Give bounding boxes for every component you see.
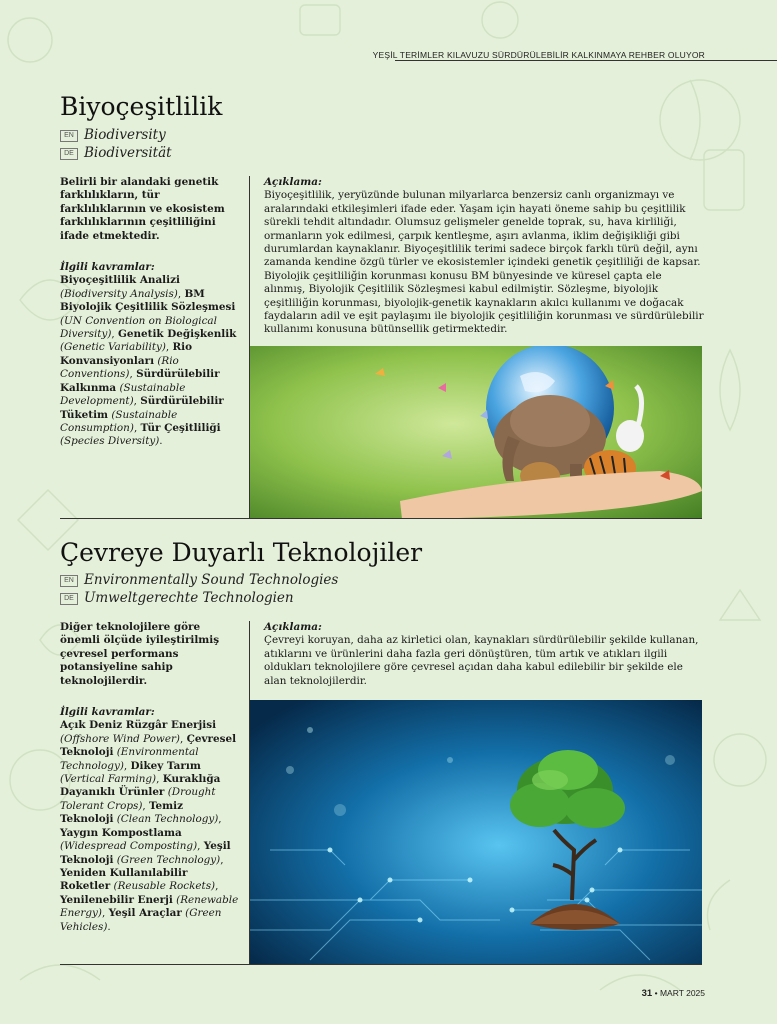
related-list: Biyoçeşitlilik Analizi (Biodiversity Analysis), BM Biyolojik Çeşitlilik Sözleşmesi (UN Convention on Biological Diversity), Genetik Değişkenlik (Genetic Variability), Rio Konvansiyonları (Rio Conventions), Sürdürülebilir Kalkınma (Sustainable Development), Sürdürülebilir Tüketim (Sustainable Consumption), Tür Çeşitliliği (Species Diversity).: [60, 274, 237, 448]
related-term: Yaygın Kompostlama: [60, 826, 182, 839]
explanation-text: Çevreyi koruyan, daha az kirletici olan, kaynakları sürdürülebilir şekilde kullanan, atıklarını ve ürünlerini daha fazla geri dönüştüren, tüm artık ve atıkları ilgili oldukları teknolojilere göre çevresel açıdan daha kabul edilebilir bir şekilde ele alan teknolojilerdir.: [264, 634, 699, 687]
issue-date: MART 2025: [659, 988, 705, 998]
related-term: Yeşil Teknoloji: [60, 840, 231, 866]
related-term: Dikey Tarım: [130, 759, 201, 772]
related-term-english: (Species Diversity): [60, 435, 160, 448]
footer-separator: •: [654, 988, 658, 998]
related-term: Sürdürülebilir Tüketim: [60, 395, 224, 421]
section-rule: [60, 518, 702, 519]
translation-en: [60, 127, 166, 143]
en-term: Biodiversity: [84, 127, 166, 143]
section-title-biodiversity: Biyoçeşitlilik: [60, 92, 223, 121]
related-term-english: (Green Vehicles): [60, 907, 222, 933]
de-term: Umweltgerechte Technologien: [84, 590, 294, 606]
definition: Belirli bir alandaki genetik farklılıkların, tür farklılıklarının ve ekosistem farklılıklarının çeşitliliğini ifade etmektedir.: [60, 176, 225, 242]
related-term: Genetik Değişkenlik: [118, 328, 237, 341]
related-term: Rio Konvansiyonları: [60, 341, 193, 367]
page-number: 31: [641, 988, 653, 999]
translation-de: [60, 145, 172, 161]
explanation-label: Açıklama:: [264, 621, 322, 633]
related-term: Açık Deniz Rüzgâr Enerjisi: [60, 719, 217, 732]
related-term: Tür Çeşitliliği: [140, 421, 221, 434]
left-column-1: [60, 176, 240, 449]
related-term: Temiz Teknoloji: [60, 799, 184, 826]
related-term-english: (Biodiversity Analysis): [60, 287, 178, 300]
related-term-english: (Offshore Wind Power): [60, 732, 180, 745]
left-column-2: [60, 621, 240, 934]
related-term-english: (Green Technology): [116, 853, 221, 866]
related-title: İlgili kavramlar:: [60, 261, 155, 274]
related-term-english: (Reusable Rockets): [113, 880, 216, 893]
related-term: Sürdürülebilir Kalkınma: [60, 368, 220, 394]
related-term: Yeşil Araçlar: [108, 907, 182, 920]
en-code-box: EN: [60, 575, 78, 587]
related-term-english: (UN Convention on Biological Diversity): [60, 314, 217, 341]
related-term: Biyoçeşitlilik Analizi: [60, 274, 180, 287]
related-term-english: (Rio Conventions): [60, 354, 179, 381]
related-term-english: (Sustainable Consumption): [60, 408, 178, 434]
section-rule: [60, 964, 702, 965]
related-term: Çevresel Teknoloji: [60, 732, 237, 759]
right-column-2: [264, 621, 704, 688]
right-column-1: [264, 176, 704, 337]
related-title: İlgili kavramlar:: [60, 706, 155, 719]
en-term: Environmentally Sound Technologies: [84, 572, 339, 588]
related-list: Açık Deniz Rüzgâr Enerjisi (Offshore Wind Power), Çevresel Teknoloji (Environmental Technology), Dikey Tarım (Vertical Farming), Kuraklığa Dayanıklı Ürünler (Drought Tolerant Crops), Temiz Teknoloji (Clean Technology), Yaygın Kompostlama (Widespread Composting), Yeşil Teknoloji (Green Technology), Yeniden Kullanılabilir Roketler (Reusable Rockets), Yenilenebilir Enerji (Renewable Energy), Yeşil Araçlar (Green Vehicles).: [60, 719, 239, 933]
definition: Diğer teknolojilere göre önemli ölçüde iyileştirilmiş çevresel performans potansiyeline sahip teknolojilerdir.: [60, 621, 220, 687]
related-term-english: (Renewable Energy): [60, 893, 239, 920]
page-footer: [642, 988, 705, 999]
de-code-box: DE: [60, 593, 78, 605]
related-term: BM Biyolojik Çeşitlilik Sözleşmesi: [60, 287, 236, 314]
related-term-english: (Widespread Composting): [60, 840, 198, 853]
running-header: YEŞİL TERİMLER KILAVUZU SÜRDÜRÜLEBİLİR KALKINMAYA REHBER OLUYOR: [372, 50, 705, 60]
explanation-label: Açıklama:: [264, 176, 322, 188]
related-term-english: (Clean Technology): [116, 813, 219, 826]
en-code-box: EN: [60, 130, 78, 142]
translation-en: [60, 572, 338, 588]
related-term-english: (Genetic Variability): [60, 341, 166, 354]
tech-tree-photo: [250, 700, 702, 964]
section-title-env-tech: Çevreye Duyarlı Teknolojiler: [60, 538, 423, 567]
related-term: Kuraklığa Dayanıklı Ürünler: [60, 773, 221, 799]
de-term: Biodiversität: [84, 145, 172, 161]
related-term-english: (Sustainable Development): [60, 381, 186, 408]
related-term-english: (Environmental Technology): [60, 746, 199, 772]
related-term-english: (Drought Tolerant Crops): [60, 786, 216, 812]
explanation-text: Biyoçeşitlilik, yeryüzünde bulunan milyarlarca benzersiz canlı organizmayı ve aralarındaki etkileşimleri ifade eder. Yaşam için hayati öneme sahip bu çeşitlilik sürekli tehdit altındadır. Olumsuz gelişmeler genelde toprak, su, hava kirliliği, ormanların yok edilmesi, çarpık kentleşme, aşırı avlanma, iklim değişikliği gibi durumlardan kaynaklanır. Biyoçeşitlilik terimi sadece birçok farklı türü değil, aynı zamanda kendine özgü türler ve ekosistemler içindeki genetik çeşitliliği de kapsar. Biyolojik çeşitliliğin korunması konusu BM bünyesinde ve küresel çapta ele alınmış, Biyolojik Çeşitlilik Sözleşmesi kabul edilmiştir. Sözleşme, biyolojik çeşitliliğin korunması, biyolojik-genetik kaynakların akılcı kullanımı ve doğacak faydaların adil ve eşit paylaşımı ile biyolojik çeşitliliğin korunması ve sürdürülebilir kullanımı konusuna bütünsellik getirmektedir.: [264, 189, 704, 336]
header-rule: [395, 60, 777, 61]
related-term: Yeniden Kullanılabilir Roketler: [60, 866, 188, 893]
translation-de: [60, 590, 294, 606]
related-term: Yenilenebilir Enerji: [60, 893, 173, 906]
de-code-box: DE: [60, 148, 78, 160]
biodiversity-photo: [250, 346, 702, 519]
related-term-english: (Vertical Farming): [60, 773, 157, 786]
